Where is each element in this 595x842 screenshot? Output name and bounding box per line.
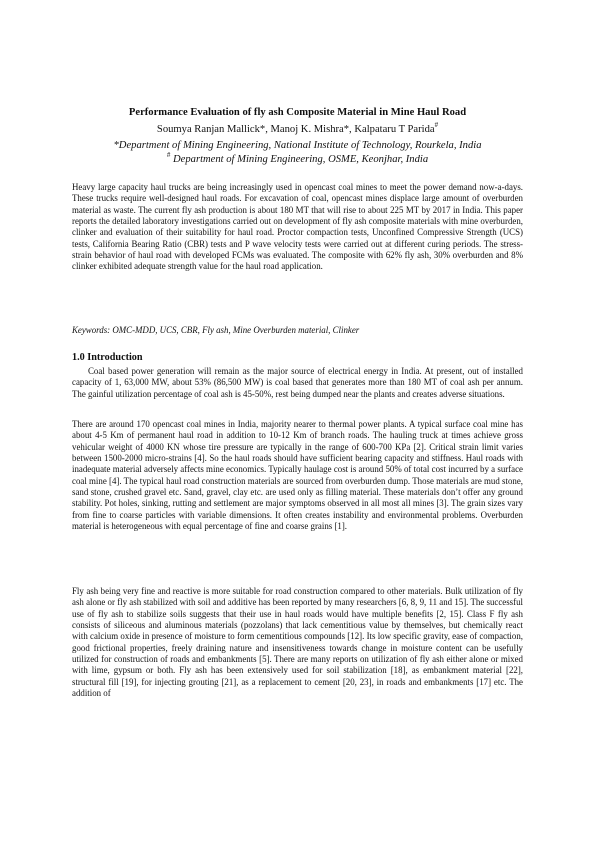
paper-title: Performance Evaluation of fly ash Composite Material in Mine Haul Road [128,107,467,118]
abstract-text: Heavy large capacity haul trucks are being increasingly used in opencast coal mines to meet the power demand now-a-days. These trucks require well-designed haul roads. For excavation of coal, opencast mines displace large amount of overburden material as waste. The current fly ash production is about 180 MT that will rise to about 225 MT by 2017 in India. This paper reports the detailed laboratory investigations carried out on development of fly ash composite materials with mine overburden, clinker and evaluation of their suitability for haul road. Proctor compaction tests, Unconfined Compressive Strength (UCS) tests, California Bearing Ratio (CBR) tests and P wave velocity tests were carried out at different curing periods. The stress-strain behavior of haul road with developed FCMs was evaluated. The composite with 62% fly ash, 30% overburden and 8% clinker exhibited adequate strength value for the haul road application. [72,182,523,272]
keywords-text: Keywords: OMC-MDD, UCS, CBR, Fly ash, Mine Overburden material, Clinker [72,325,360,335]
paragraph-text: Fly ash being very fine and reactive is more suitable for road construction compared to other materials. Bulk utilization of fly ash alone or fly ash stabilized with soil and additive has been reported by many researchers [6, 8, 9, 11 and 15]. The successful use of fly ash to stabilize soils suggests that their use in haul roads would have multiple benefits [2, 15]. Class F fly ash consists of siliceous and aluminous materials (pozzolans) that lack cementitious value by themselves, but chemically react with calcium oxide in presence of moisture to form cementitious compounds [12]. Its low specific gravity, ease of compaction, good frictional properties, freely draining nature and insensitiveness towards change in moisture content can be usefully utilized for construction of roads and embankments [5]. There are many reports on utilization of fly ash either alone or mixed with lime, gypsum or both. Fly ash has been extensively used for soil stabilization [18], as embankment material [22], structural fill [19], for injecting grouting [21], as a replacement to cement [20, 23], in roads and embankments [17] etc. The addition of [72,586,523,699]
paragraph-text: Coal based power generation will remain as the major source of electrical energy in India. At present, out of installed capacity of 1, 63,000 MW, about 53% (86,500 MW) is coal based that generates more than 180 MT of coal ash per annum. The gainful utilization percentage of coal ash is 45-50%, rest being dumped near the plants and creates adverse situations. [72,366,523,399]
affiliation-1: *Department of Mining Engineering, National Institute of Technology, Rourkela, India [113,140,482,151]
paragraph-text: There are around 170 opencast coal mines in India, majority nearer to thermal power plants. A typical surface coal mine has about 4-5 Km of permanent haul road in addition to 10-12 Km of branch roads. The hauling truck at times achieve gross vehicular weight of 4000 KN whose tire pressure are typically in the range of 600-700 KPa [2]. Critical strain limit varies between 1500-2000 micro-strains [4]. So the haul roads should have sufficient bearing capacity and stiffness. Haul roads with inadequate material adversely affects mine economics. Typically haulage cost is around 50% of total cost incurred by a surface coal mine [4]. The typical haul road construction materials are sourced from overburden dump. Those materials are mud stone, sand stone, crushed gravel etc. Sand, gravel, clay etc. are used only as filling material. These materials don’t offer any ground stability. Pot holes, sinking, rutting and settlement are major symptoms observed in all most all mines [3]. The grain sizes vary from fine to coarse particles with variable dimensions. It often creates instability and environmental problems. Overburden material is heterogeneous with equal percentage of fine and coarse grains [1]. [72,419,523,532]
affiliation-2-text: Department of Mining Engineering, OSME, Keonjhar, India [170,154,429,165]
introduction-paragraph-2 [72,419,523,532]
author-names: Soumya Ranjan Mallick*, Manoj K. Mishra*, Kalpataru T Parida [156,124,435,135]
section-heading-introduction: 1.0 Introduction [72,352,143,363]
introduction-paragraph-1 [72,366,523,400]
abstract [72,182,523,273]
affiliation-footnote-mark: # [166,151,171,159]
author-footnote-mark: # [434,121,439,129]
keywords [72,325,523,336]
author-list [72,123,523,137]
affiliation-2 [72,153,523,167]
introduction-paragraph-3 [72,586,523,699]
